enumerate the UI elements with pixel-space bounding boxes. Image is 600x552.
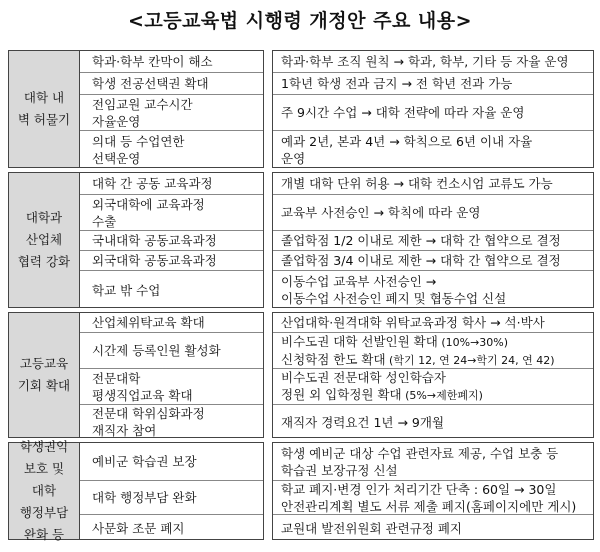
item-cell: 사문화 조문 폐지 [92, 520, 185, 536]
item-cell: 외국대학 공동교육과정 [80, 251, 263, 271]
item-cell: 전임교원 교수시간 자율운영 [80, 95, 263, 131]
page-title: <고등교육법 시행령 개정안 주요 내용> [127, 10, 473, 32]
item-cell: 대학 간 공동 교육과정 [80, 173, 263, 195]
content-cell: 주 9시간 수업 → 대학 전략에 따라 자율 운영 [273, 95, 593, 131]
item-cell: 대학 행정부담 완화 [80, 481, 263, 515]
item-cell: 시간제 등록인원 활성화 [80, 333, 263, 369]
content-cell: 개별 대학 단위 허용 → 대학 컨소시엄 교류도 가능 [273, 173, 593, 195]
item-cell: 예비군 학습권 보장 [80, 443, 263, 481]
content-cell: 이동수업 교육부 사전승인 → 이동수업 사전승인 폐지 및 협동수업 신설 [281, 274, 507, 306]
content-cell: 예과 2년, 본과 4년 → 학칙으로 6년 이내 자율 운영 [281, 134, 533, 166]
category-cell: 학생권익 보호 및 대학 행정부담 완화 등 [8, 442, 80, 540]
content-column [272, 50, 594, 168]
content-cell: 비수도권 전문대학 성인학습자 정원 외 입학정원 확대 (5%→제한폐지) [273, 369, 593, 405]
item-cell: 산업체위탁교육 확대 [80, 313, 263, 333]
category-cell: 대학 내 벽 허물기 [8, 50, 80, 168]
item-cell: 전문대학 평생직업교육 확대 [80, 369, 263, 405]
reform-table [8, 50, 594, 546]
content-cell: 졸업학점 1/2 이내로 제한 → 대학 간 협약으로 결정 [273, 231, 593, 251]
content-cell: 교원대 발전위원회 관련규정 폐지 [281, 520, 462, 536]
content-column [272, 172, 594, 308]
content-cell: 졸업학점 3/4 이내로 제한 → 대학 간 협약으로 결정 [273, 251, 593, 271]
content-cell: 학생 예비군 대상 수업 관련자료 제공, 수업 보충 등 학습권 보장규정 신설 [273, 443, 593, 481]
content-column [272, 442, 594, 540]
content-cell: 재직자 경력요건 1년 → 9개월 [281, 414, 445, 430]
item-cell: 학과·학부 칸막이 해소 [80, 51, 263, 73]
content-cell: 1학년 학생 전과 금지 → 전 학년 전과 가능 [273, 73, 593, 95]
content-cell: 비수도권 대학 선발인원 확대 (10%→30%) 신청학점 한도 확대 (학기 12, 연 24→학기 24, 연 42) [273, 333, 593, 369]
category-cell: 고등교육 기회 확대 [8, 312, 80, 438]
content-column [272, 312, 594, 438]
item-cell: 전문대 학위심화과정 재직자 참여 [92, 406, 205, 438]
category-cell: 대학과 산업체 협력 강화 [8, 172, 80, 308]
item-column [80, 442, 264, 540]
content-cell: 학교 폐지·변경 인가 처리기간 단축 : 60일 → 30일 안전관리계획 별도 서류 제출 폐지(홈페이지에만 게시) [273, 481, 593, 515]
content-cell: 교육부 사전승인 → 학칙에 따라 운영 [273, 195, 593, 231]
item-cell: 국내대학 공동교육과정 [80, 231, 263, 251]
content-cell: 산업대학·원격대학 위탁교육과정 학사 → 석·박사 [273, 313, 593, 333]
item-cell: 학교 밖 수업 [92, 282, 161, 298]
item-column [80, 50, 264, 168]
item-column [80, 172, 264, 308]
item-column [80, 312, 264, 438]
content-cell: 학과·학부 조직 원칙 → 학과, 학부, 기타 등 자율 운영 [273, 51, 593, 73]
item-cell: 외국대학에 교육과정 수출 [80, 195, 263, 231]
item-cell: 학생 전공선택권 확대 [80, 73, 263, 95]
item-cell: 의대 등 수업연한 선택운영 [92, 134, 185, 166]
